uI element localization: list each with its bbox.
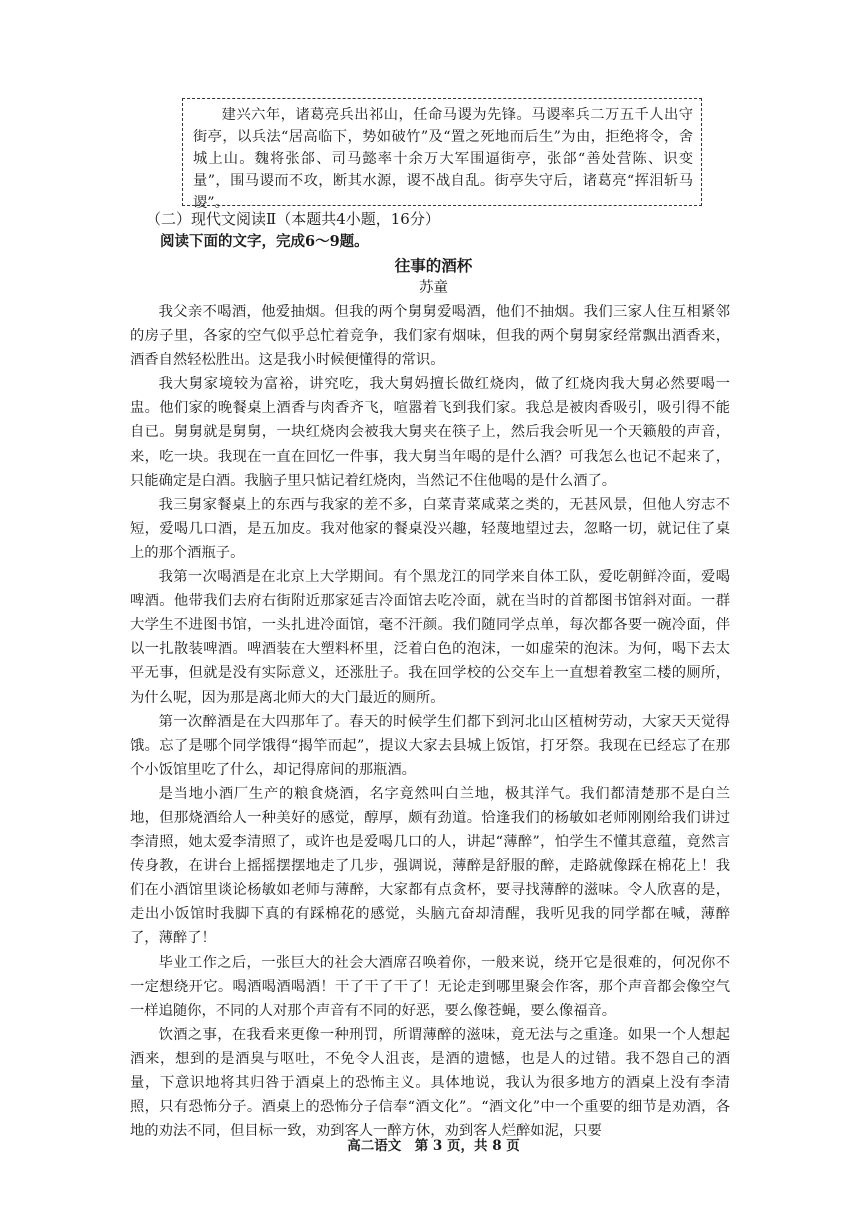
paragraph: 是当地小酒厂生产的粮食烧酒，名字竟然叫白兰地，极其洋气。我们都清楚那不是白兰地，但那烧酒给人一种美好的感觉，醇厚，颇有劲道。恰逢我们的杨敏如老师刚刚给我们讲过李清照，她太爱李清照了，或许也是爱喝几口的人，讲起“薄醉”，怕学生不懂其意蕴，竟然言传身教，在讲台上摇摇摆摆地走了几步，强调说，薄醉是舒服的醉，走路就像踩在棉花上！我们在小酒馆里谈论杨敏如老师与薄醉，大家都有点贪杯，要寻找薄醉的滋味。令人欣喜的是，走出小饭馆时我脚下真的有踩棉花的感觉，头脑亢奋却清醒，我听见我的同学都在喊，薄醉了，薄醉了！ <box>130 785 730 947</box>
paragraph: 毕业工作之后，一张巨大的社会大酒席召唤着你，一般来说，绕开它是很难的，何况你不一定想绕开它。喝酒喝酒喝酒！干了干了干了！无论走到哪里聚会作客，那个声音都会像空气一样追随你，不同的人对那个声音有不同的好恶，要么像苍蝇，要么像福音。 <box>130 954 730 1019</box>
paragraph: 我第一次喝酒是在北京上大学期间。有个黑龙江的同学来自体工队，爱吃朝鲜冷面，爱喝啤酒。他带我们去府右街附近那家延吉冷面馆去吃冷面，就在当时的首都图书馆斜对面。一群大学生不进图书馆，一头扎进冷面馆，毫不汗颜。我们随同学点单，每次都各要一碗冷面，伴以一扎散装啤酒。啤酒装在大塑料杯里，泛着白色的泡沫，一如虚荣的泡沫。为何，喝下去太平无事，但就是没有实际意义，还涨肚子。我在回学校的公交车上一直想着教室二楼的厕所，为什么呢，因为那是离北师大的大门最近的厕所。 <box>130 569 730 706</box>
paragraph: 我大舅家境较为富裕，讲究吃，我大舅妈擅长做红烧肉，做了红烧肉我大舅必然要喝一盅。他们家的晚餐桌上酒香与肉香齐飞，喧嚣着飞到我们家。我总是被肉香吸引，吸引得不能自已。舅舅就是舅舅，一块红烧肉会被我大舅夹在筷子上，然后我会听见一个天籁般的声音，来，吃一块。我现在一直在回忆一件事，我大舅当年喝的是什么酒？可我怎么也记不起来了，只能确定是白酒。我脑子里只惦记着红烧肉，当然记不住他喝的是什么酒了。 <box>130 376 730 489</box>
paragraph: 我父亲不喝酒，他爱抽烟。但我的两个舅舅爱喝酒，他们不抽烟。我们三家人住互相紧邻的房子里，各家的空气似乎总忙着竞争，我们家有烟味，但我的两个舅舅家经常飘出酒香来，酒香自然轻松胜出。这是我小时候便懂得的常识。 <box>130 304 730 369</box>
article-author: 苏童 <box>419 280 448 296</box>
section-title: （二）现代文阅读Ⅱ（本题共4小题，16分） <box>146 210 440 228</box>
background-note-box <box>182 98 702 211</box>
paragraph: 我三舅家餐桌上的东西与我家的差不多，白菜青菜咸菜之类的，无甚风景，但他人穷志不短，爱喝几口酒，是五加皮。我对他家的餐桌没兴趣，轻蔑地望过去，忽略一切，就记住了桌上的那个酒瓶子。 <box>130 496 730 561</box>
background-note-text: 建兴六年，诸葛亮兵出祁山，任命马谡为先锋。马谡率兵二万五千人出守街亭，以兵法“居高临下，势如破竹”及“置之死地而后生”为由，拒绝将令，舍城上山。魏将张郃、司马懿率十余万大军围逼街亭，张郃“善处营陈、识变量”，围马谡而不攻，断其水源，谡不战自乱。街亭失守后，诸葛亮“挥泪斩马谡”。 <box>193 107 693 211</box>
article-title: 往事的酒杯 <box>394 256 473 275</box>
paragraph: 饮酒之事，在我看来更像一种刑罚，所谓薄醉的滋味，竟无法与之重逢。如果一个人想起酒来，想到的是酒臭与呕吐，不免令人沮丧，是酒的遗憾，也是人的过错。我不怨自己的酒量，下意识地将其归咎于酒桌上的恐怖主义。具体地说，我认为很多地方的酒桌上没有李清照，只有恐怖分子。酒桌上的恐怖分子信奉“酒文化”。“酒文化”中一个重要的细节是劝酒，各地的劝法不同，但目标一致，劝到客人一醉方休，劝到客人烂醉如泥，只要 <box>130 1026 730 1140</box>
article-body <box>130 300 730 1143</box>
paragraph: 第一次醉酒是在大四那年了。春天的时候学生们都下到河北山区植树劳动，大家天天觉得饿。忘了是哪个同学饿得“揭竿而起”，提议大家去县城上饭馆，打牙祭。我现在已经忘了在那个小饭馆里吃了什么，却记得席间的那瓶酒。 <box>130 713 730 778</box>
page-footer: 高二语文 第 3 页，共 8 页 <box>347 1138 520 1154</box>
reading-instruction: 阅读下面的文字，完成6～9题。 <box>160 233 369 250</box>
